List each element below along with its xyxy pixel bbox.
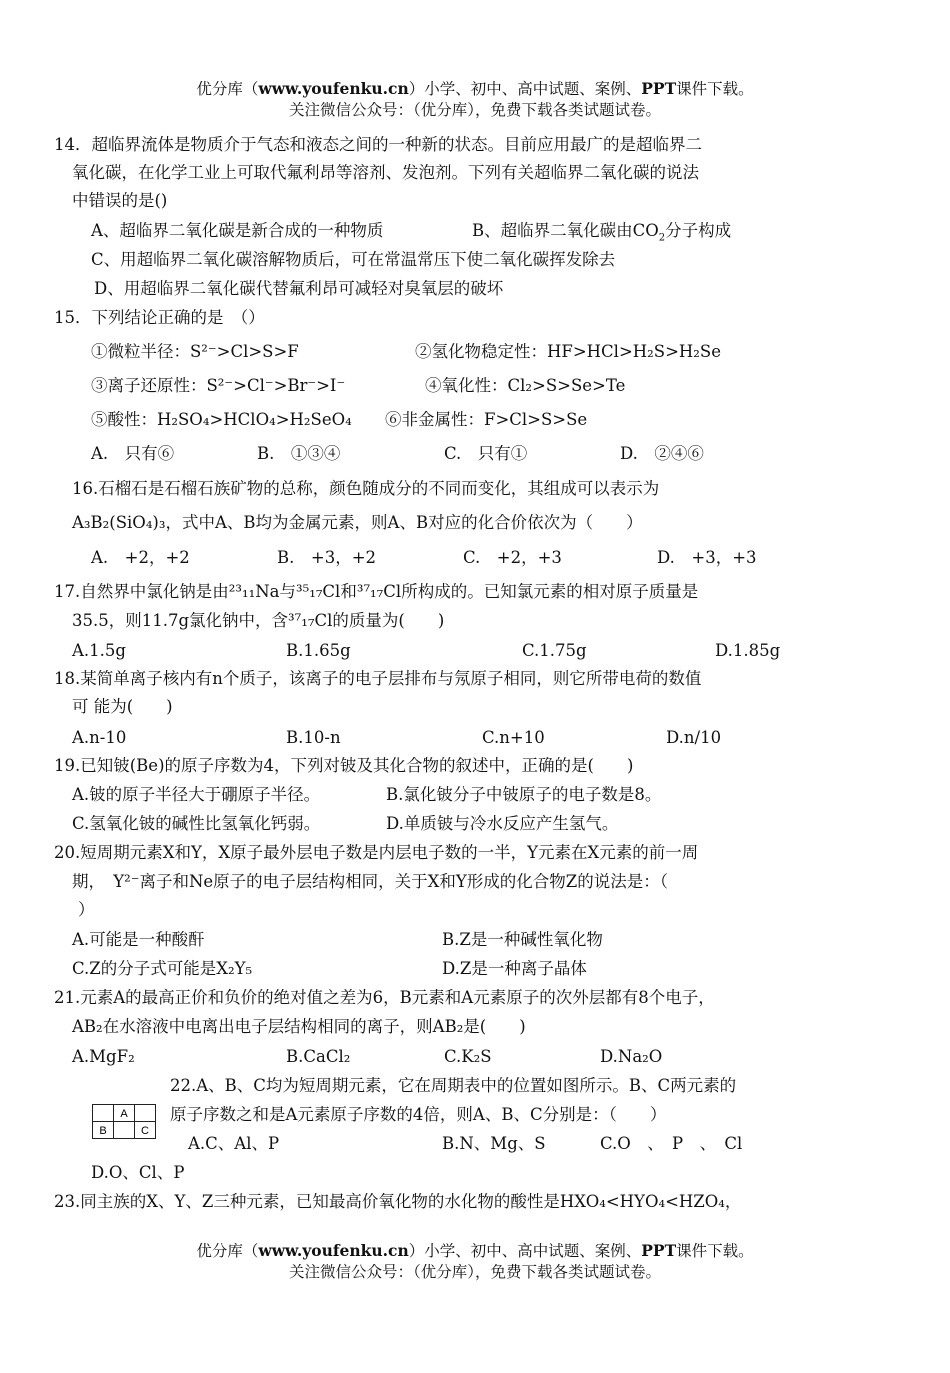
q15-statement-4: ④氧化性：Cl₂>S>Se>Te [425,376,626,395]
q19-option-b: B.氯化铍分子中铍原子的电子数是8。 [386,785,662,804]
q14-stem-1: 14．超临界流体是物质介于气态和液态之间的一种新的状态。目前应用最广的是超临界二 [54,135,702,154]
q17-option-c: C.1.75g [522,641,587,660]
q15-option-b: B. ①③④ [257,444,341,463]
q15-option-a: A. 只有⑥ [91,444,175,463]
q15-statement-6: ⑥非金属性：F>Cl>S>Se [385,410,588,429]
q15-option-c: C. 只有① [444,444,528,463]
q22-stem-2: 原子序数之和是A元素原子序数的4倍，则A、B、C分别是：（ ） [170,1105,667,1124]
q14-option-a: A、超临界二氧化碳是新合成的一种物质 [91,221,384,240]
q16-option-a: A. +2，+2 [91,548,190,567]
q19-option-a: A.铍的原子半径大于硼原子半径。 [72,785,321,804]
q20-stem-3: ） [78,900,95,919]
page-footer-line2: 关注微信公众号：（优分库），免费下载各类试题试卷。 [288,1263,661,1281]
q15-option-d: D. ②④⑥ [620,444,704,463]
q15-statement-3: ③离子还原性：S²⁻>Cl⁻>Br⁻>I⁻ [91,376,346,395]
q16-stem-2: A₃B₂(SiO₄)₃，式中A、B均为金属元素，则A、B对应的化合价依次为（ ） [72,513,643,532]
q21-option-d: D.Na₂O [600,1047,663,1066]
q22-option-c: C.O 、 P 、 Cl [600,1134,743,1153]
q22-option-a: A.C、Al、P [188,1134,280,1153]
q18-option-b: B.10-n [286,728,341,747]
q21-option-b: B.CaCl₂ [286,1047,351,1066]
q22-option-d: D.O、Cl、P [91,1163,185,1182]
q16-option-b: B. +3，+2 [277,548,377,567]
q18-option-c: C.n+10 [482,728,545,747]
q18-stem-1: 18.某简单离子核内有n个质子，该离子的电子层排布与氖原子相同，则它所带电荷的数值 [54,669,702,688]
q16-option-d: D. +3，+3 [657,548,757,567]
q23-stem: 23.同主族的X、Y、Z三种元素，已知最高价氧化物的水化物的酸性是HXO₄<HYO₄<HZO₄， [54,1192,742,1211]
q20-stem-1: 20.短周期元素X和Y，X原子最外层电子数是内层电子数的一半，Y元素在X元素的前一周 [54,843,699,862]
q20-option-b: B.Z是一种碱性氧化物 [442,930,603,949]
q16-option-c: C. +2，+3 [463,548,562,567]
page-header-line2: 关注微信公众号：（优分库），免费下载各类试题试卷。 [288,101,661,119]
periodic-table-diagram [92,1104,156,1140]
q21-stem-2: AB₂在水溶液中电离出电子层结构相同的离子，则AB₂是( ) [72,1017,526,1036]
grid-label-a: A [120,1108,128,1120]
grid-cell-1 [93,1105,114,1122]
grid-label-c: C [141,1125,149,1137]
q14-option-d: D、用超临界二氧化碳代替氟利昂可减轻对臭氧层的破坏 [94,279,504,298]
grid-cell-3 [135,1105,156,1122]
q19-option-d: D.单质铍与冷水反应产生氢气。 [386,814,619,833]
q18-option-d: D.n/10 [666,728,722,747]
q20-option-d: D.Z是一种离子晶体 [442,959,587,978]
grid-label-b: B [99,1125,107,1137]
q22-option-b: B.N、Mg、S [442,1134,546,1153]
q20-option-c: C.Z的分子式可能是X₂Y₅ [72,959,253,978]
q20-option-a: A.可能是一种酸酐 [72,930,205,949]
q17-option-a: A.1.5g [72,641,126,660]
q15-statement-5: ⑤酸性：H₂SO₄>HClO₄>H₂SeO₄ [91,410,352,429]
q14-stem-2: 氧化碳，在化学工业上可取代氟利昂等溶剂、发泡剂。下列有关超临界二氧化碳的说法 [72,163,699,182]
q14-option-b: B、超临界二氧化碳由$CO_2$分子构成 [472,221,732,244]
q14-stem-3: 中错误的是() [72,191,168,210]
q21-stem-1: 21.元素A的最高正价和负价的绝对值之差为6，B元素和A元素原子的次外层都有8个电子， [54,988,715,1007]
q21-option-a: A.MgF₂ [72,1047,135,1066]
q15-statement-2: ②氢化物稳定性：HF>HCl>H₂S>H₂Se [415,342,721,361]
q15-stem: 15．下列结论正确的是 （） [54,308,265,327]
q17-stem-2: 35.5，则11.7g氯化钠中，含³⁷₁₇Cl的质量为( ) [72,611,445,630]
q18-option-a: A.n-10 [72,728,127,747]
grid-cell-2 [114,1122,135,1139]
q17-stem-1: 17.自然界中氯化钠是由²³₁₁Na与³⁵₁₇Cl和³⁷₁₇Cl所构成的。已知氯元素的相对原子质量是 [54,582,699,601]
q22-stem-1: 22.A、B、C均为短周期元素，它在周期表中的位置如图所示。B、C两元素的 [170,1076,737,1095]
q15-statement-1: ①微粒半径：S²⁻>Cl>S>F [91,342,299,361]
q20-stem-2: 期， Y²⁻离子和Ne原子的电子层结构相同，关于X和Y形成的化合物Z的说法是：（ [72,872,669,891]
page-footer-line1: 优分库（www.youfenku.cn）小学、初中、高中试题、案例、PPT课件下载。 [196,1241,754,1260]
q21-option-c: C.K₂S [444,1047,492,1066]
q14-option-c: C、用超临界二氧化碳溶解物质后，可在常温常压下使二氧化碳挥发除去 [91,250,616,269]
q16-stem-1: 16.石榴石是石榴石族矿物的总称，颜色随成分的不同而变化，其组成可以表示为 [72,479,660,498]
q17-option-d: D.1.85g [715,641,781,660]
page-header-line1: 优分库（www.youfenku.cn）小学、初中、高中试题、案例、PPT课件下载。 [196,79,754,98]
q17-option-b: B.1.65g [286,641,351,660]
q19-option-c: C.氢氧化铍的碱性比氢氧化钙弱。 [72,814,321,833]
q18-stem-2: 可 能为( ) [72,697,173,716]
q19-stem: 19.已知铍(Be)的原子序数为4，下列对铍及其化合物的叙述中，正确的是( ) [54,756,634,775]
